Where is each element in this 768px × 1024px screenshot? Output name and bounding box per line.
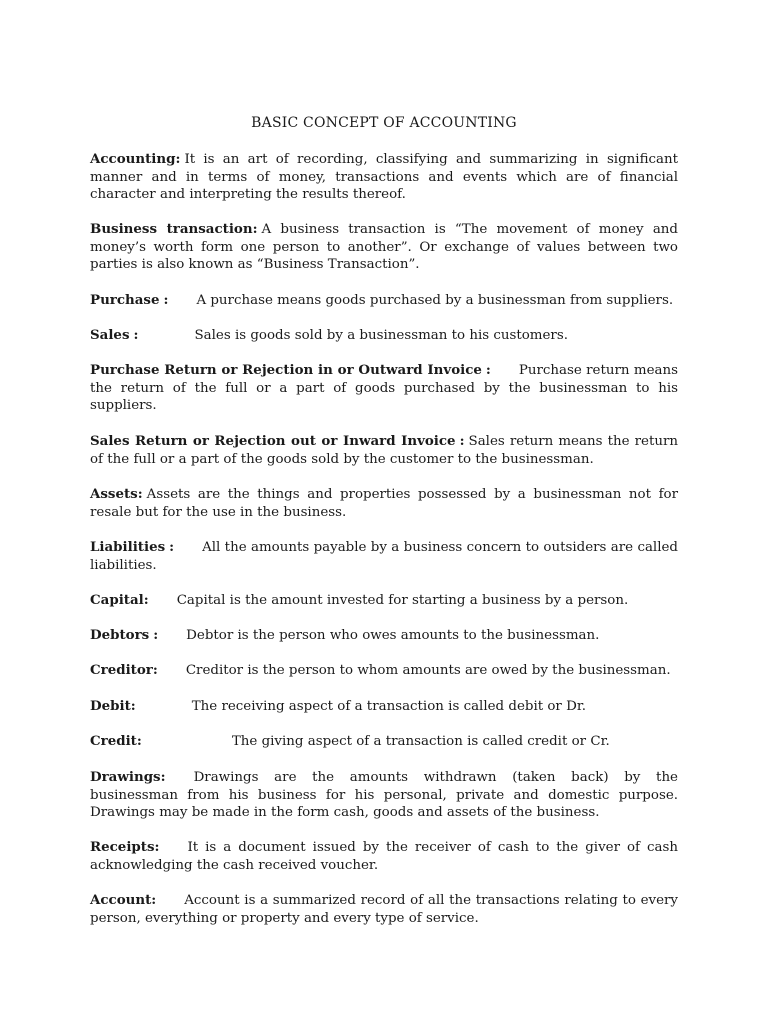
term-separator: : (154, 839, 160, 855)
term-separator: : (175, 151, 181, 167)
definition-text: Assets are the things and properties possessed by a businessman not for resale but for the use in the business. (90, 487, 678, 520)
definition-purchase (90, 292, 678, 310)
term-separator: : (143, 592, 149, 608)
definition-purchase-return (90, 362, 678, 415)
term-label: Creditor (90, 662, 153, 678)
term-label: Sales (90, 327, 130, 343)
term-label: Purchase (90, 292, 160, 308)
term-label: Receipts (90, 839, 155, 855)
definition-receipts (90, 839, 678, 874)
definition-sales-return (90, 433, 678, 468)
term-separator: : (160, 769, 166, 785)
definition-text: All the amounts payable by a business concern to outsiders are called liabilities. (90, 540, 678, 573)
definition-debtors (90, 627, 678, 645)
definition-credit (90, 733, 678, 751)
term-label: Credit (90, 733, 137, 749)
term-separator: : (252, 221, 258, 237)
term-label: Capital (90, 592, 144, 608)
definition-text: Account is a summarized record of all the transactions relating to every person, everything or property and every type of service. (90, 893, 678, 926)
definition-text: Drawings are the amounts withdrawn (taken back) by the businessman from his business for his personal, private and domestic purpose. Drawings may be made in the form cash, goods and assets of the business. (90, 770, 678, 820)
definition-text: Creditor is the person to whom amounts are owed by the businessman. (185, 663, 671, 678)
term-label: Debit (90, 698, 131, 714)
definition-text: A purchase means goods purchased by a businessman from suppliers. (196, 293, 674, 308)
term-separator: : (163, 292, 169, 308)
definition-text: It is a document issued by the receiver of cash to the giver of cash acknowledging the cash received voucher. (90, 840, 678, 873)
term-label: Assets (90, 486, 138, 502)
definition-sales (90, 327, 678, 345)
term-separator: : (130, 698, 136, 714)
definition-account (90, 892, 678, 927)
definition-capital (90, 592, 678, 610)
term-label: Business transaction (90, 221, 253, 237)
definition-drawings (90, 769, 678, 822)
definition-accounting (90, 151, 678, 204)
definition-text: Capital is the amount invested for starting a business by a person. (176, 593, 629, 608)
term-separator: : (136, 733, 142, 749)
term-separator: : (169, 539, 175, 555)
definition-text: Sales is goods sold by a businessman to his customers. (194, 328, 568, 343)
definition-text: Sales return means the return of the full or a part of the goods sold by the customer to the businessman. (90, 434, 678, 467)
term-label: Debtors (90, 627, 150, 643)
definition-text: A business transaction is “The movement of money and money’s worth form one person to another”. Or exchange of values between two parties is also known as “Business Transaction”. (90, 222, 679, 272)
term-separator: : (152, 662, 158, 678)
term-label: Purchase Return or Rejection in or Outward Invoice (90, 362, 482, 378)
term-label: Sales Return or Rejection out or Inward Invoice (90, 433, 456, 449)
term-label: Account (90, 892, 152, 908)
definition-text: Purchase return means the return of the full or a part of goods purchased by the businessman to his suppliers. (90, 363, 678, 413)
definition-debit (90, 698, 678, 716)
definition-text: Debtor is the person who owes amounts to the businessman. (186, 628, 600, 643)
term-label: Liabilities (90, 539, 166, 555)
definition-text: The giving aspect of a transaction is called credit or Cr. (231, 734, 610, 749)
term-separator: : (133, 327, 139, 343)
term-label: Accounting (90, 151, 176, 167)
definition-business-transaction (90, 221, 678, 274)
term-separator: : (459, 433, 465, 449)
term-separator: : (153, 627, 159, 643)
page-title: BASIC CONCEPT OF ACCOUNTING (251, 115, 517, 131)
definition-text: The receiving aspect of a transaction is called debit or Dr. (191, 699, 586, 714)
definition-creditor (90, 662, 678, 680)
term-label: Drawings (90, 769, 161, 785)
term-separator: : (485, 362, 491, 378)
term-separator: : (137, 486, 143, 502)
definition-text: It is an art of recording, classifying and summarizing in significant manner and in terms of money, transactions and events which are of financial character and interpreting the results thereof. (90, 152, 678, 202)
definition-assets (90, 486, 678, 521)
definition-liabilities (90, 539, 678, 574)
term-separator: : (151, 892, 157, 908)
